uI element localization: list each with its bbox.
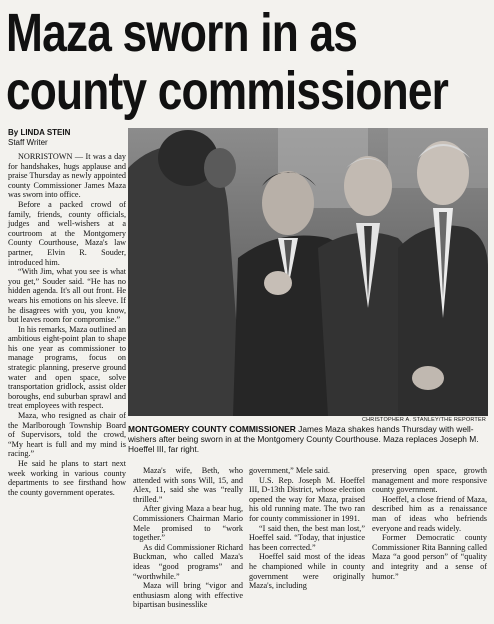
paragraph: “With Jim, what you see is what you get,” Souder said. “He has no hidden agenda. It's all out front. He wears his emotions on his sleeve. If he disagrees with you, you know, but leaves room for compromise.” [8,267,126,325]
caption-kicker: MONTGOMERY COUNTY COMMISSIONER [128,424,296,434]
paragraph: “I said then, the best man lost,” Hoeffel said. “Today, that injustice has been corrected.” [249,523,365,552]
paragraph: Maza will bring “vigor and enthusiasm along with effective bipartisan businesslike [133,581,243,610]
headline-line-1: Maza sworn in as [6,3,358,63]
paragraph: Hoeffel said most of the ideas he championed while in county government were originally Maza's, including [249,552,365,591]
paragraph: NORRISTOWN — It was a day for handshakes, hugs applause and praise Thursday as newly appointed county Commissioner James Maza was sworn into office. [8,152,126,200]
headline [6,3,449,121]
paragraph: Maza's wife, Beth, who attended with sons Will, 15, and Alex, 11, said she was “really thrilled.” [133,466,243,504]
byline-role: Staff Writer [8,138,48,147]
photo-credit: CHRISTOPHER A. STANLEY/THE REPORTER [361,417,486,423]
article-column-4 [372,466,487,581]
paragraph: Maza, who resigned as chair of the Marlborough Township Board of Supervisors, told the crowd, “My heart is full and my mind is racing.” [8,411,126,459]
article-column-1 [8,152,126,497]
paragraph: As did Commissioner Richard Buckman, who called Maza's ideas “good programs” and “worthwhile.” [133,542,243,581]
photo-caption [128,424,488,454]
news-photo [128,128,488,416]
article-column-3 [249,466,365,591]
caption-text: James Maza shakes hands Thursday with well-wishers after being sworn in at the Montgomery County Courthouse. Maza replaces Joseph M. Hoeffel III, far right. [128,424,479,454]
paragraph: preserving open space, growth management and more responsive county government. [372,466,487,495]
headline-line-2: county commissioner [6,61,449,121]
photo-illustration [128,128,488,416]
paragraph: Former Democratic county Commissioner Rita Banning called Maza “a good person” of “quality and integrity and a sense of humor.” [372,533,487,581]
article-column-2 [133,466,243,610]
byline [8,128,70,148]
paragraph: After giving Maza a bear hug, Commissioners Chairman Mario Mele promised to “work together.” [133,504,243,543]
paragraph: In his remarks, Maza outlined an ambitious eight-point plan to shape his one year as commissioner to manage programs, focus on strategic planning, preserve ground water and open space, solve transportation gridlock, assist older boroughs, end suburban sprawl and treat employees with respect. [8,324,126,411]
paragraph: U.S. Rep. Joseph M. Hoeffel III, D-13th District, whose election opened the way for Maza, praised his old running mate. The two ran for county commissioner in 1991. [249,475,365,523]
paragraph: Before a packed crowd of family, friends, county officials, judges and well-wishers at a courtroom at the Montgomery County Courthouse, Maza's law partner, Elvin R. Souder, introduced him. [8,199,126,267]
paragraph: government,” Mele said. [249,466,330,475]
paragraph: Hoeffel, a close friend of Maza, described him as a renaissance man of ideas who befriends everyone and reads widely. [372,494,487,533]
paragraph: He said he plans to start next week working in various county departments to see firsthand how the county government operates. [8,459,126,497]
byline-author: By LINDA STEIN [8,128,71,137]
